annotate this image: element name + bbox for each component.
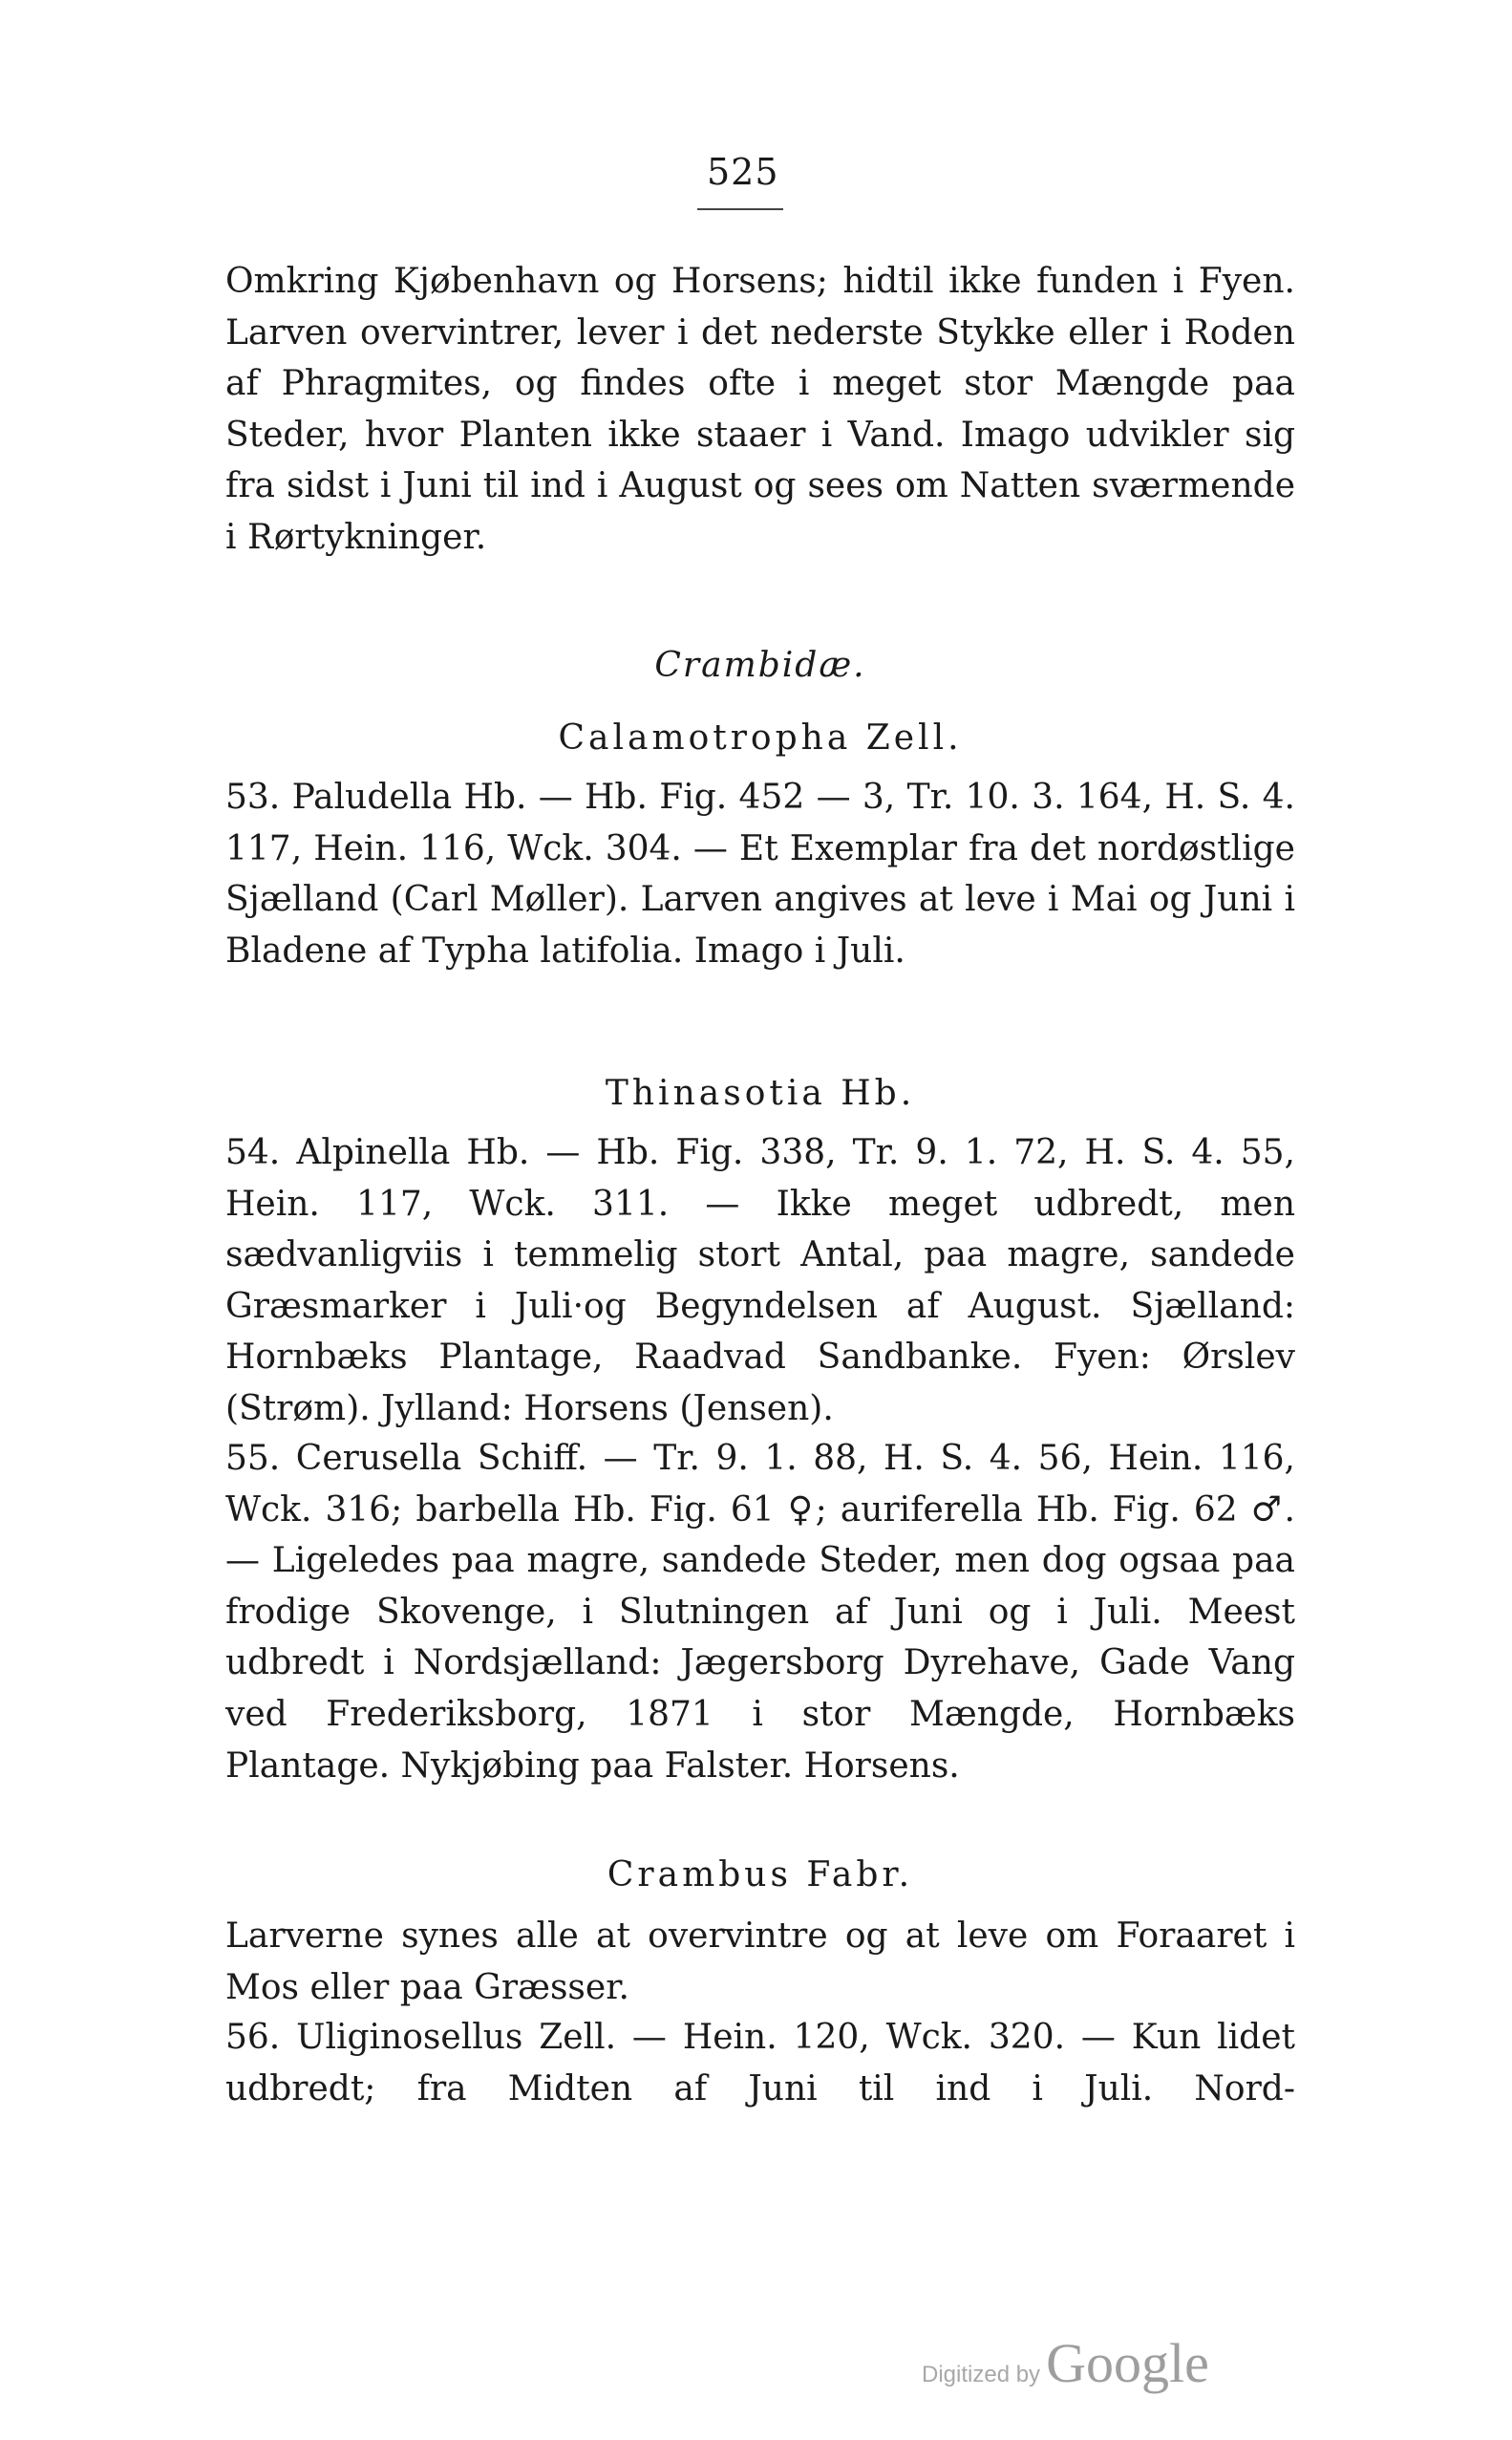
paragraph-53: 53. Paludella Hb. — Hb. Fig. 452 — 3, Tr. 10. 3. 164, H. S. 4. 117, Hein. 116, Wck. 304. — Et Exemplar fra det nordøstlige Sjælland (Carl Møller). Larven angives at leve i Mai og Juni i Bladene af Typha latifolia. Imago i Juli. (225, 778, 1295, 971)
paragraph-crambus: Larverne synes alle at overvintre og at leve om Foraaret i Mos eller paa Græsser. (225, 1916, 1295, 2007)
paragraph-54: 54. Alpinella Hb. — Hb. Fig. 338, Tr. 9. 1. 72, H. S. 4. 55, Hein. 117, Wck. 311. — Ikke meget udbredt, men sædvanligviis i temmelig stort Antal, paa magre, sandede Græsmarker i Juli·og Begyndelsen af August. Sjælland: Hornbæks Plantage, Raadvad Sandbanke. Fyen: Ørslev (Strøm). Jylland: Horsens (Jensen). (225, 1133, 1295, 1428)
digitized-by-label: Digitized by (922, 2362, 1041, 2387)
genus-heading-calamotropha: Calamotropha Zell. (558, 718, 963, 758)
paragraph-55: 55. Cerusella Schiff. — Tr. 9. 1. 88, H. S. 4. 56, Hein. 116, Wck. 316; barbella Hb. Fig. 61 ♀; auriferella Hb. Fig. 62 ♂. — Ligeledes paa magre, sandede Steder, men dog ogsaa paa frodige Skovenge, i Slutningen af Juni og i Juli. Meest udbredt i Nordsjælland: Jægersborg Dyrehave, Gade Vang ved Frederiksborg, 1871 i stor Mængde, Hornbæks Plantage. Nykjøbing paa Falster. Horsens. (225, 1439, 1295, 1786)
paragraph-intro: Omkring Kjøbenhavn og Horsens; hidtil ikke funden i Fyen. Larven overvintrer, lever i det nederste Stykke eller i Roden af Phragmites, og findes ofte i meget stor Mængde paa Steder, hvor Planten ikke staaer i Vand. Imago udvikler sig fra sidst i Juni til ind i August og sees om Natten sværmende i Rørtykninger. (225, 262, 1295, 557)
page-number: 525 (707, 151, 779, 193)
family-heading: Crambidæ. (654, 646, 866, 685)
paragraph-56: 56. Uliginosellus Zell. — Hein. 120, Wck. 320. — Kun lidet udbredt; fra Midten af Juni til ind i Juli. Nord- (225, 2018, 1295, 2108)
google-logo: Google (1046, 2332, 1209, 2394)
page-number-rule (697, 208, 783, 210)
genus-heading-thinasotia: Thinasotia Hb. (605, 1074, 916, 1113)
digitized-by-google-watermark (922, 2331, 1209, 2398)
genus-heading-crambus: Crambus Fabr. (607, 1855, 914, 1894)
